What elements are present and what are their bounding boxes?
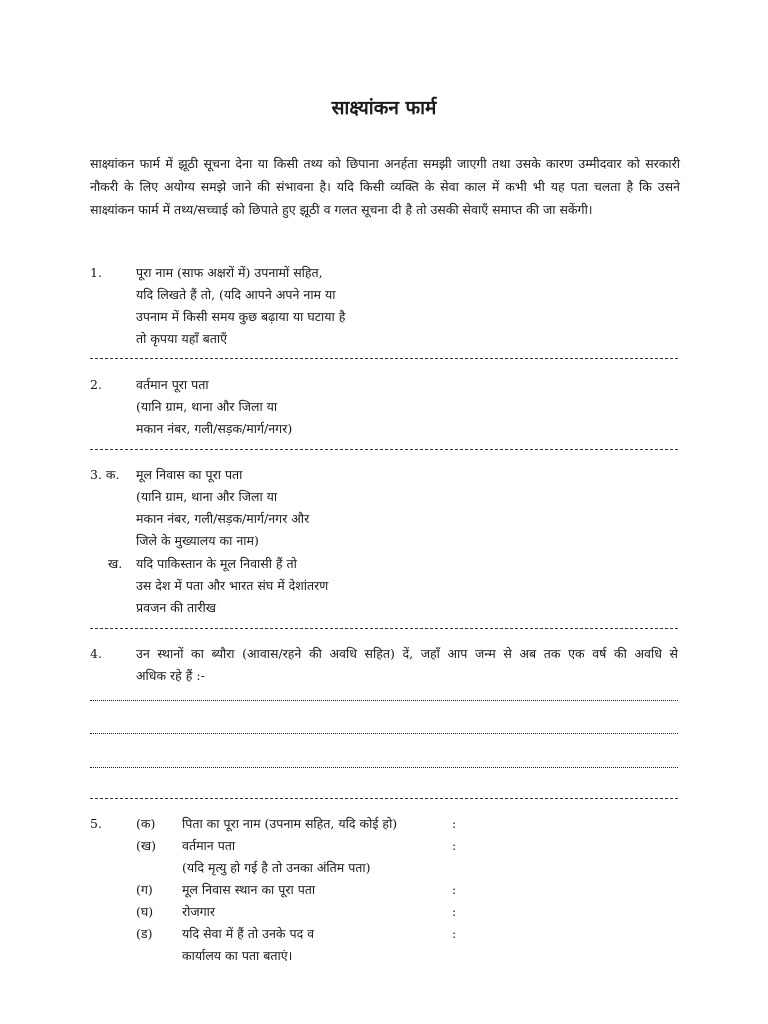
q3-line: (यानि ग्राम, थाना और जिला या [136, 489, 278, 504]
q5-item-text: मूल निवास स्थान का पूरा पता [182, 882, 316, 897]
q5-number: 5. [90, 816, 102, 831]
q5-item-mark: (घ) [136, 904, 154, 919]
q5-item-mark: (ग) [136, 882, 153, 897]
q4-line: अधिक रहे हैं :- [136, 668, 205, 683]
q5-item-text: रोजगार [182, 904, 216, 919]
q1-line: तो कृपया यहाँ बताएँ [136, 331, 228, 346]
q3-number: 3. क. [90, 467, 120, 482]
q2-line: (यानि ग्राम, थाना और जिला या [136, 399, 278, 414]
q5-colon: : [452, 904, 457, 919]
q3-line: मकान नंबर, गली/सड़क/मार्ग/नगर और [136, 511, 310, 526]
q5-item-text: वर्तमान पता [182, 838, 236, 853]
q5-item-extra: (यदि मृत्यु हो गई है तो उनका अंतिम पता) [182, 860, 371, 875]
intro-paragraph: साक्ष्यांकन फार्म में झूठी सूचना देना या किसी तथ्य को छिपाना अनर्हता समझी जाएगी तथा उसके कारण उम्मीदवार को सरकारी नौकरी के लिए अयोग्य समझे जाने की संभावना है। यदि किसी व्यक्ति के सेवा काल में कभी भी यह पता चलता है कि उसने साक्ष्यांकन फार्म में तथ्य/सच्चाई को छिपाते हुए झूठी व गलत सूचना दी है तो उसकी सेवाएँ समाप्त की जा सकेंगी। [90, 156, 680, 217]
q3-line: जिले के मुख्यालय का नाम) [136, 533, 259, 548]
q3-line: उस देश में पता और भारत संघ में देशांतरण [136, 578, 329, 593]
q5-item-text: पिता का पूरा नाम (उपनाम सहित, यदि कोई हो) [182, 816, 398, 831]
separator-line [90, 358, 678, 359]
q5-item-mark: (ड) [136, 926, 153, 941]
q3-line: मूल निवास का पूरा पता [136, 467, 243, 482]
q5-item-text: यदि सेवा में हैं तो उनके पद व [182, 926, 315, 941]
separator-line [90, 628, 678, 629]
q2-line: वर्तमान पूरा पता [136, 377, 209, 392]
q5-colon: : [452, 926, 457, 941]
q2-number: 2. [90, 377, 102, 392]
q5-item-extra: कार्यालय का पता बताएं। [182, 948, 293, 963]
q1-number: 1. [90, 265, 102, 280]
q5-colon: : [452, 882, 457, 897]
q1-line: उपनाम में किसी समय कुछ बढ़ाया या घटाया है [136, 309, 346, 324]
q5-colon: : [452, 838, 457, 853]
q5-item-mark: (क) [136, 816, 156, 831]
q1-line: पूरा नाम (साफ अक्षरों में) उपनामों सहित, [136, 265, 323, 280]
answer-dotted-line [90, 767, 678, 768]
q1-line: यदि लिखते हैं तो, (यदि आपने अपने नाम या [136, 287, 336, 302]
page-title: साक्ष्यांकन फार्म [331, 97, 437, 119]
q3-sub-kha: ख. [108, 556, 123, 571]
q3-line: यदि पाकिस्तान के मूल निवासी हैं तो [136, 556, 297, 571]
q5-colon: : [452, 816, 457, 831]
separator-line [90, 449, 678, 450]
answer-dotted-line [90, 733, 678, 734]
q3-line: प्रवजन की तारीख [136, 600, 216, 615]
q2-line: मकान नंबर, गली/सड़क/मार्ग/नगर) [136, 421, 293, 436]
q5-item-mark: (ख) [136, 838, 156, 853]
q4-number: 4. [90, 646, 102, 661]
separator-line [90, 798, 678, 799]
q4-line: उन स्थानों का ब्यौरा (आवास/रहने की अवधि सहित) दें, जहाँ आप जन्म से अब तक एक वर्ष की अवधि से [136, 646, 678, 661]
answer-dotted-line [90, 700, 678, 701]
